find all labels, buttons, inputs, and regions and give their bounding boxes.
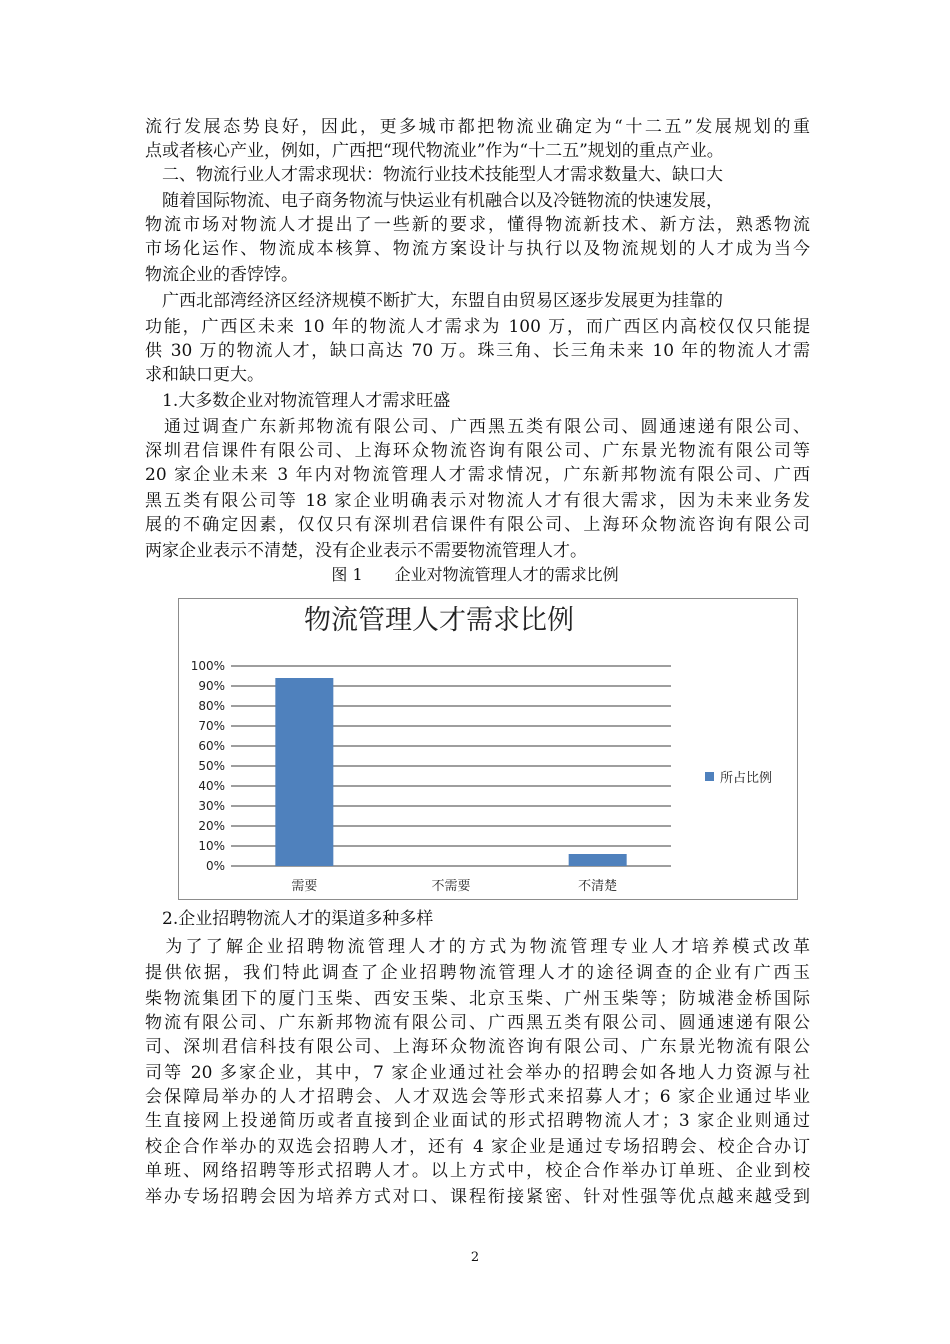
text-line: 司、深圳君信科技有限公司、上海环众物流咨询有限公司、广东景光物流有限公 — [145, 1037, 810, 1057]
y-tick-label: 50% — [198, 759, 225, 773]
x-tick-label: 需要 — [291, 879, 318, 894]
y-tick-label: 100% — [190, 659, 225, 673]
bar — [569, 854, 627, 866]
bar-chart — [179, 599, 797, 899]
bar — [275, 678, 333, 866]
chart-container — [178, 598, 798, 900]
text-line: 二、物流行业人才需求现状：物流行业技术技能型人才需求数量大、缺口大 — [145, 165, 723, 185]
text-line: 司等 20 多家企业，其中，7 家企业通过社会举办的招聘会如各地人力资源与社 — [145, 1063, 810, 1083]
text-line: 求和缺口更大。 — [145, 365, 264, 385]
x-tick-label: 不清楚 — [578, 879, 618, 894]
text-line: 通过调查广东新邦物流有限公司、广西黑五类有限公司、圆通速递有限公司、 — [145, 417, 810, 437]
y-tick-label: 90% — [198, 679, 225, 693]
chart-title: 物流管理人才需求比例 — [304, 605, 574, 636]
text-line: 提供依据，我们特此调查了企业招聘物流管理人才的途径调查的企业有广西玉 — [145, 963, 810, 983]
text-line: 物流有限公司、广东新邦物流有限公司、广西黑五类有限公司、圆通速递有限公 — [145, 1013, 810, 1033]
legend-label: 所占比例 — [720, 771, 773, 786]
text-line: 单班、网络招聘等形式招聘人才。以上方式中，校企合作举办订单班、企业到校 — [145, 1161, 810, 1181]
text-line: 点或者核心产业，例如，广西把“现代物流业”作为“十二五”规划的重点产业。 — [145, 141, 724, 161]
y-tick-label: 70% — [198, 719, 225, 733]
text-line: 流行发展态势良好，因此，更多城市都把物流业确定为“十二五”发展规划的重 — [145, 117, 810, 137]
page-number: 2 — [470, 1250, 480, 1265]
x-tick-label: 不需要 — [431, 879, 471, 894]
y-tick-label: 10% — [198, 839, 225, 853]
text-line: 两家企业表示不清楚，没有企业表示不需要物流管理人才。 — [145, 541, 587, 561]
text-line: 举办专场招聘会因为培养方式对口、课程衔接紧密、针对性强等优点越来越受到 — [145, 1187, 810, 1207]
y-tick-label: 40% — [198, 779, 225, 793]
text-line: 广西北部湾经济区经济规模不断扩大，东盟自由贸易区逐步发展更为挂靠的 — [145, 291, 723, 311]
chart-grid — [191, 659, 671, 873]
text-line: 柴物流集团下的厦门玉柴、西安玉柴、北京玉柴、广州玉柴等；防城港金桥国际 — [145, 989, 810, 1009]
y-tick-label: 30% — [198, 799, 225, 813]
text-line: 2.企业招聘物流人才的渠道多种多样 — [145, 909, 434, 929]
text-line: 随着国际物流、电子商务物流与快运业有机融合以及冷链物流的快速发展， — [145, 191, 723, 211]
y-tick-label: 80% — [198, 699, 225, 713]
text-line: 市场化运作、物流成本核算、物流方案设计与执行以及物流规划的人才成为当今 — [145, 239, 810, 259]
chart-legend — [705, 770, 772, 786]
chart-x-ticks — [291, 878, 617, 894]
text-line: 20 家企业未来 3 年内对物流管理人才需求情况，广东新邦物流有限公司、广西 — [145, 465, 810, 485]
text-line: 功能，广西区未来 10 年的物流人才需求为 100 万，而广西区内高校仅仅只能提 — [145, 317, 810, 337]
text-line: 黑五类有限公司等 18 家企业明确表示对物流人才有很大需求，因为未来业务发 — [145, 491, 810, 511]
text-line: 物流市场对物流人才提出了一些新的要求，懂得物流新技术、新方法，熟悉物流 — [145, 215, 810, 235]
legend-swatch — [705, 772, 714, 781]
y-tick-label: 20% — [198, 819, 225, 833]
y-tick-label: 60% — [198, 739, 225, 753]
text-line: 物流企业的香饽饽。 — [145, 265, 298, 285]
text-line: 供 30 万的物流人才，缺口高达 70 万。珠三角、长三角未来 10 年的物流人才需 — [145, 341, 810, 361]
figure-caption: 图 1 企业对物流管理人才的需求比例 — [331, 565, 619, 584]
text-line: 会保障局举办的人才招聘会、人才双选会等形式来招募人才；6 家企业通过毕业 — [145, 1087, 810, 1107]
text-line: 为了了解企业招聘物流管理人才的方式为物流管理专业人才培养模式改革 — [145, 937, 810, 957]
y-tick-label: 0% — [205, 859, 225, 873]
text-line: 生直接网上投递简历或者直接到企业面试的形式招聘物流人才；3 家企业则通过 — [145, 1111, 810, 1131]
text-line: 1.大多数企业对物流管理人才需求旺盛 — [145, 391, 451, 411]
text-line: 深圳君信课件有限公司、上海环众物流咨询有限公司、广东景光物流有限公司等 — [145, 441, 810, 461]
text-line: 校企合作举办的双选会招聘人才，还有 4 家企业是通过专场招聘会、校企合办订 — [145, 1137, 810, 1157]
text-line: 展的不确定因素，仅仅只有深圳君信课件有限公司、上海环众物流咨询有限公司 — [145, 515, 810, 535]
